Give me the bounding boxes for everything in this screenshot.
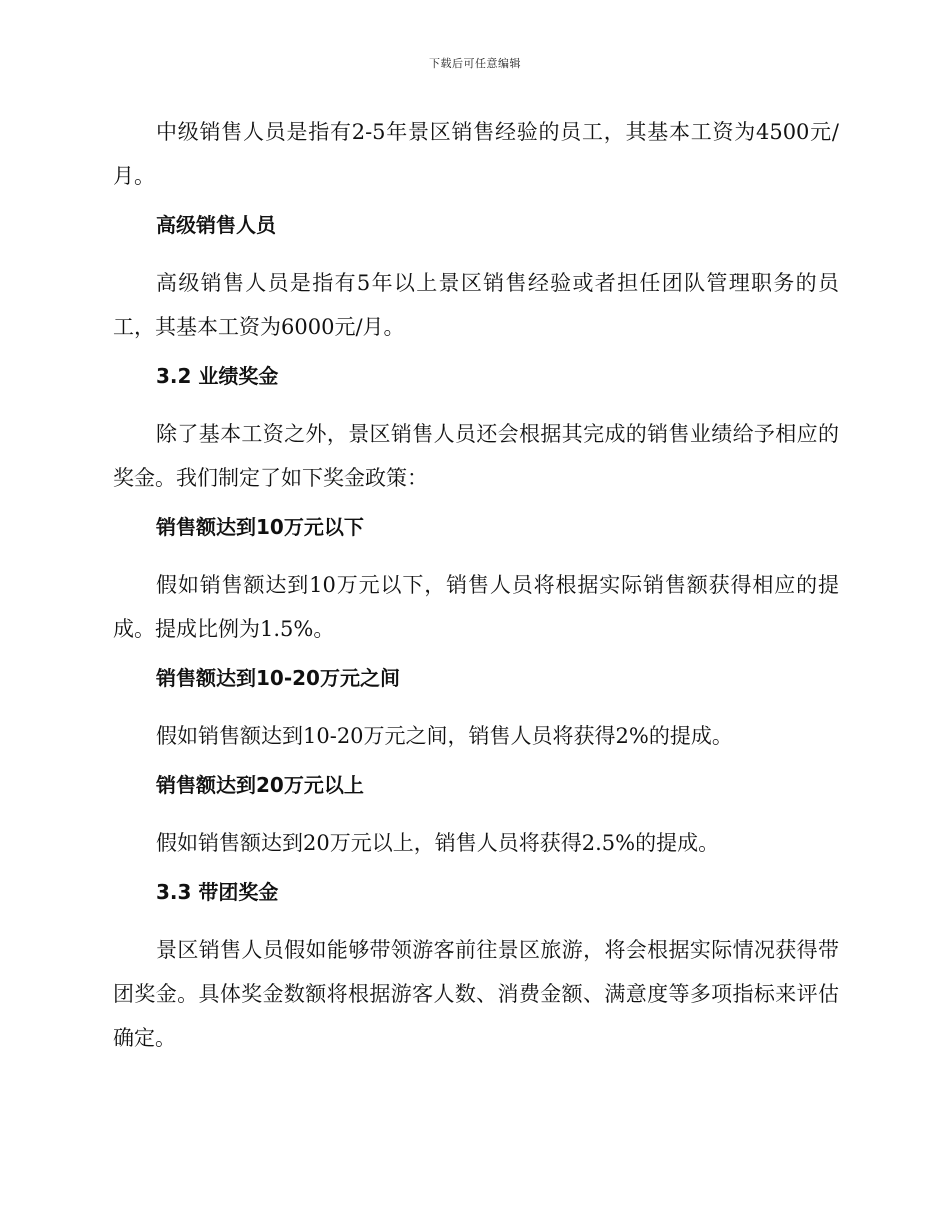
heading-senior-sales: 高级销售人员: [156, 213, 276, 237]
document-body: [113, 110, 839, 1070]
paragraph-tour-bonus: 景区销售人员假如能够带领游客前往景区旅游，将会根据实际情况获得带团奖金。具体奖金数额将根据游客人数、消费金额、满意度等多项指标来评估确定。: [113, 938, 839, 1050]
paragraph-mid-level-salary: 中级销售人员是指有2-5年景区销售经验的员工，其基本工资为4500元/月。: [113, 120, 839, 188]
paragraph-bonus-intro: 除了基本工资之外，景区销售人员还会根据其完成的销售业绩给予相应的奖金。我们制定了如下奖金政策：: [113, 422, 839, 490]
heading-performance-bonus: 3.2 业绩奖金: [156, 364, 279, 388]
paragraph-sales-over-200k: 假如销售额达到20万元以上，销售人员将获得2.5%的提成。: [156, 831, 720, 855]
paragraph-sales-under-100k: 假如销售额达到10万元以下，销售人员将根据实际销售额获得相应的提成。提成比例为1.5%。: [113, 573, 839, 641]
paragraph-senior-salary: 高级销售人员是指有5年以上景区销售经验或者担任团队管理职务的员工，其基本工资为6000元/月。: [113, 271, 839, 339]
paragraph-sales-100k-200k: 假如销售额达到10-20万元之间，销售人员将获得2%的提成。: [156, 724, 733, 748]
heading-sales-under-100k: 销售额达到10万元以下: [156, 515, 364, 539]
header-note: 下载后可任意编辑: [429, 57, 521, 70]
heading-sales-100k-200k: 销售额达到10-20万元之间: [156, 666, 400, 690]
heading-tour-bonus: 3.3 带团奖金: [156, 880, 279, 904]
heading-sales-over-200k: 销售额达到20万元以上: [156, 773, 364, 797]
